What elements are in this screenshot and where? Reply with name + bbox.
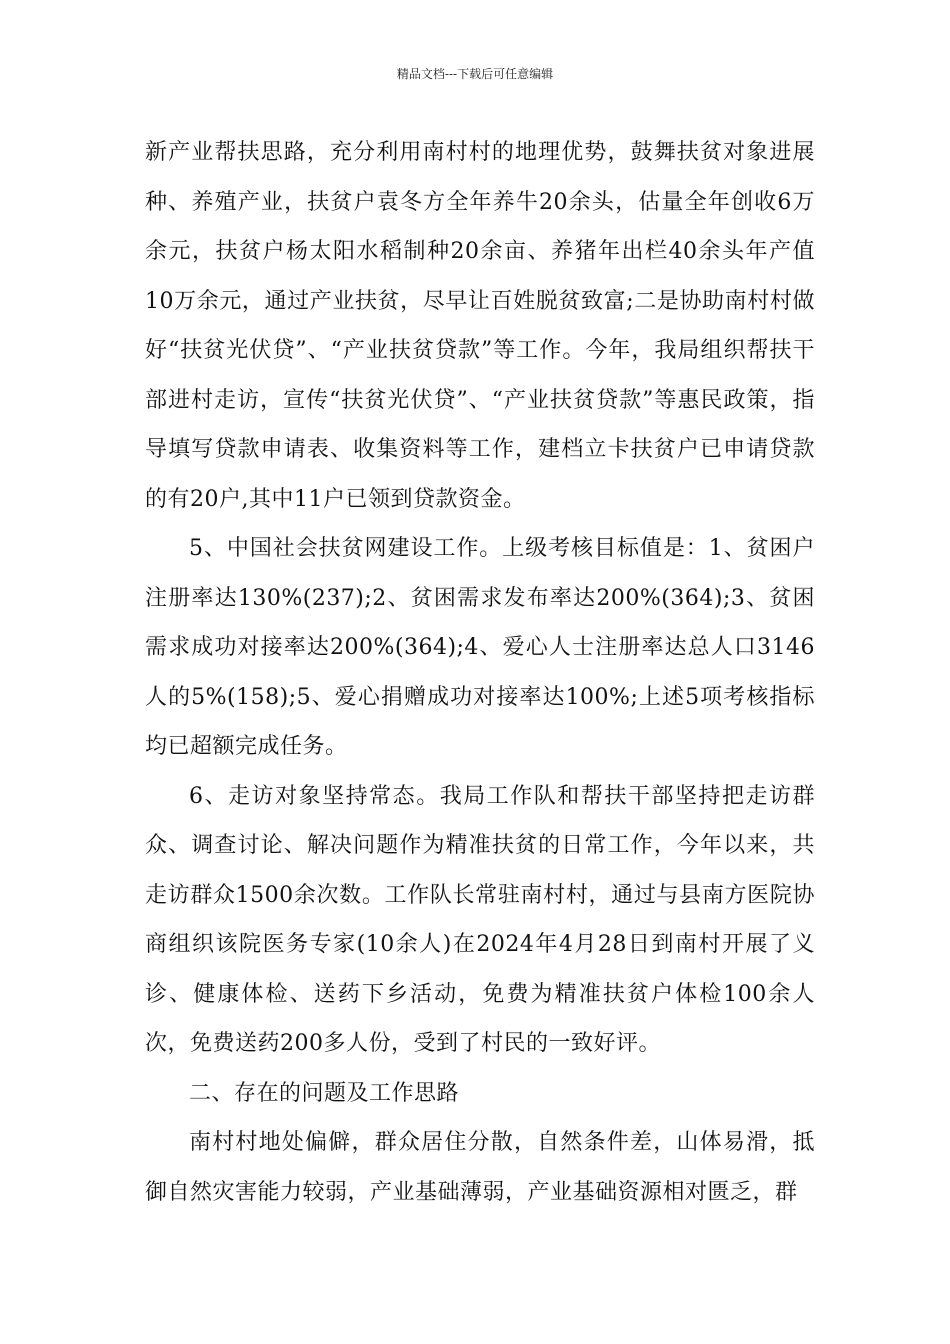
paragraph-social-poverty-network: 5、中国社会扶贫网建设工作。上级考核目标值是：1、贫困户注册率达130%(237);2、贫困需求发布率达200%(364);3、贫困需求成功对接率达200%(364);4、爱心人士注册率达总人口3146人的5%(158);5、爱心捐赠成功对接率达100%;上述5项考核指标均已超额完成任务。 bbox=[145, 536, 815, 759]
page-header: 精品文档---下载后可任意编辑 bbox=[396, 67, 554, 81]
paragraph-visiting-households: 6、走访对象坚持常态。我局工作队和帮扶干部坚持把走访群众、调查讨论、解决问题作为精准扶贫的日常工作，今年以来，共走访群众1500余次数。工作队长常驻南村村，通过与县南方医院协商组织该院医务专家(10余人)在2024年4月28日到南村开展了义诊、健康体检、送药下乡活动，免费为精准扶贫户体检100余人次，免费送药200多人份，受到了村民的一致好评。 bbox=[145, 783, 815, 1056]
paragraph-industry-support: 新产业帮扶思路，充分利用南村村的地理优势，鼓舞扶贫对象进展种、养殖产业，扶贫户袁冬方全年养牛20余头，估量全年创收6万余元，扶贫户杨太阳水稻制种20余亩、养猪年出栏40余头年产值10万余元，通过产业扶贫，尽早让百姓脱贫致富;二是协助南村村做好“扶贫光伏贷”、“产业扶贫贷款”等工作。今年，我局组织帮扶干部进村走访，宣传“扶贫光伏贷”、“产业扶贫贷款”等惠民政策，指导填写贷款申请表、收集资料等工作，建档立卡扶贫户已申请贷款的有20户,其中11户已领到贷款资金。 bbox=[145, 140, 815, 512]
section-heading-problems: 二、存在的问题及工作思路 bbox=[189, 1080, 460, 1106]
document-body bbox=[145, 128, 815, 1217]
paragraph-village-conditions: 南村村地处偏僻，群众居住分散，自然条件差，山体易滑，抵御自然灾害能力较弱，产业基础薄弱，产业基础资源相对匮乏，群 bbox=[145, 1130, 815, 1205]
